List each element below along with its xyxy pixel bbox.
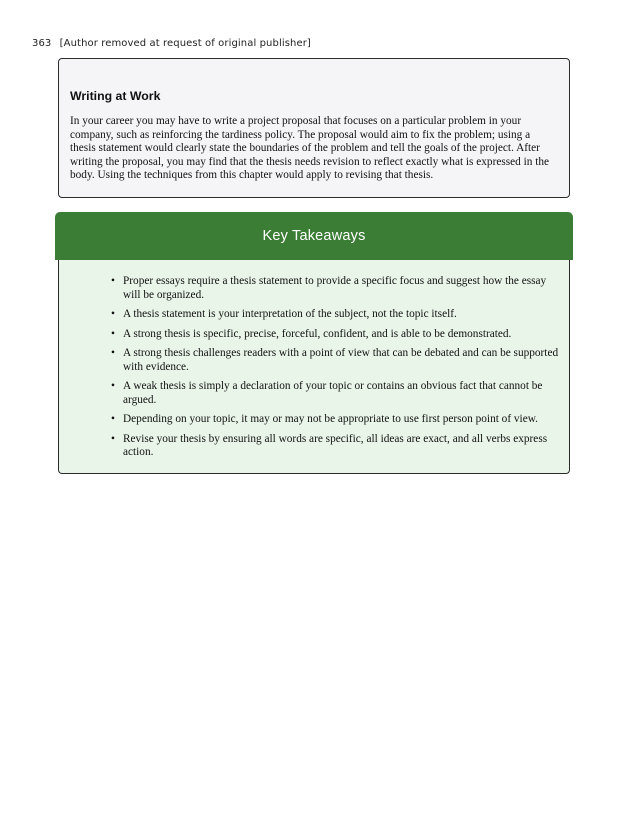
key-takeaways-list — [59, 275, 559, 460]
bullet: • — [111, 327, 115, 340]
list-item — [111, 347, 559, 374]
bullet: • — [111, 432, 115, 445]
writing-at-work-body: In your career you may have to write a project proposal that focuses on a particular problem in your company, such as reinforcing the tardiness policy. The proposal would aim to fix the problem; using a thesis statement would clearly state the boundaries of the problem and tell the goals of the project. After writing the proposal, you may find that the thesis needs revision to reflect exactly what is expressed in the body. Using the techniques from this chapter would apply to revising that thesis. — [70, 115, 550, 181]
key-takeaways-body — [58, 260, 570, 474]
list-item — [111, 308, 559, 322]
list-item — [111, 432, 559, 460]
list-item — [111, 380, 559, 407]
bullet: • — [111, 413, 115, 425]
list-item-text: A strong thesis is specific, precise, forceful, confident, and is able to be demonstrated. — [123, 327, 512, 340]
key-takeaways-title: Key Takeaways — [262, 228, 366, 244]
key-takeaways-header — [55, 212, 573, 260]
list-item — [111, 327, 559, 342]
list-item-text: A strong thesis challenges readers with a point of view that can be debated and can be supported with evidence. — [123, 347, 559, 373]
list-item — [111, 275, 559, 302]
list-item-text: Proper essays require a thesis statement to provide a specific focus and suggest how the essay will be organized. — [123, 275, 547, 301]
key-takeaways-box — [57, 212, 571, 474]
list-item-text: Depending on your topic, it may or may not be appropriate to use first person point of view. — [123, 413, 538, 425]
list-item-text: Revise your thesis by ensuring all words are specific, all ideas are exact, and all verbs express action. — [123, 432, 548, 458]
page-number: 363 — [32, 38, 52, 49]
list-item-text: A weak thesis is simply a declaration of your topic or contains an obvious fact that cannot be argued. — [123, 380, 543, 406]
bullet: • — [111, 380, 115, 392]
writing-at-work-box — [58, 58, 570, 198]
writing-at-work-title: Writing at Work — [70, 89, 161, 103]
bullet: • — [111, 308, 115, 320]
page-header — [32, 38, 311, 49]
list-item-text: A thesis statement is your interpretation of the subject, not the topic itself. — [123, 308, 457, 320]
bullet: • — [111, 347, 115, 359]
bullet: • — [111, 275, 115, 287]
list-item — [111, 413, 559, 427]
running-title: [Author removed at request of original publisher] — [59, 38, 311, 49]
